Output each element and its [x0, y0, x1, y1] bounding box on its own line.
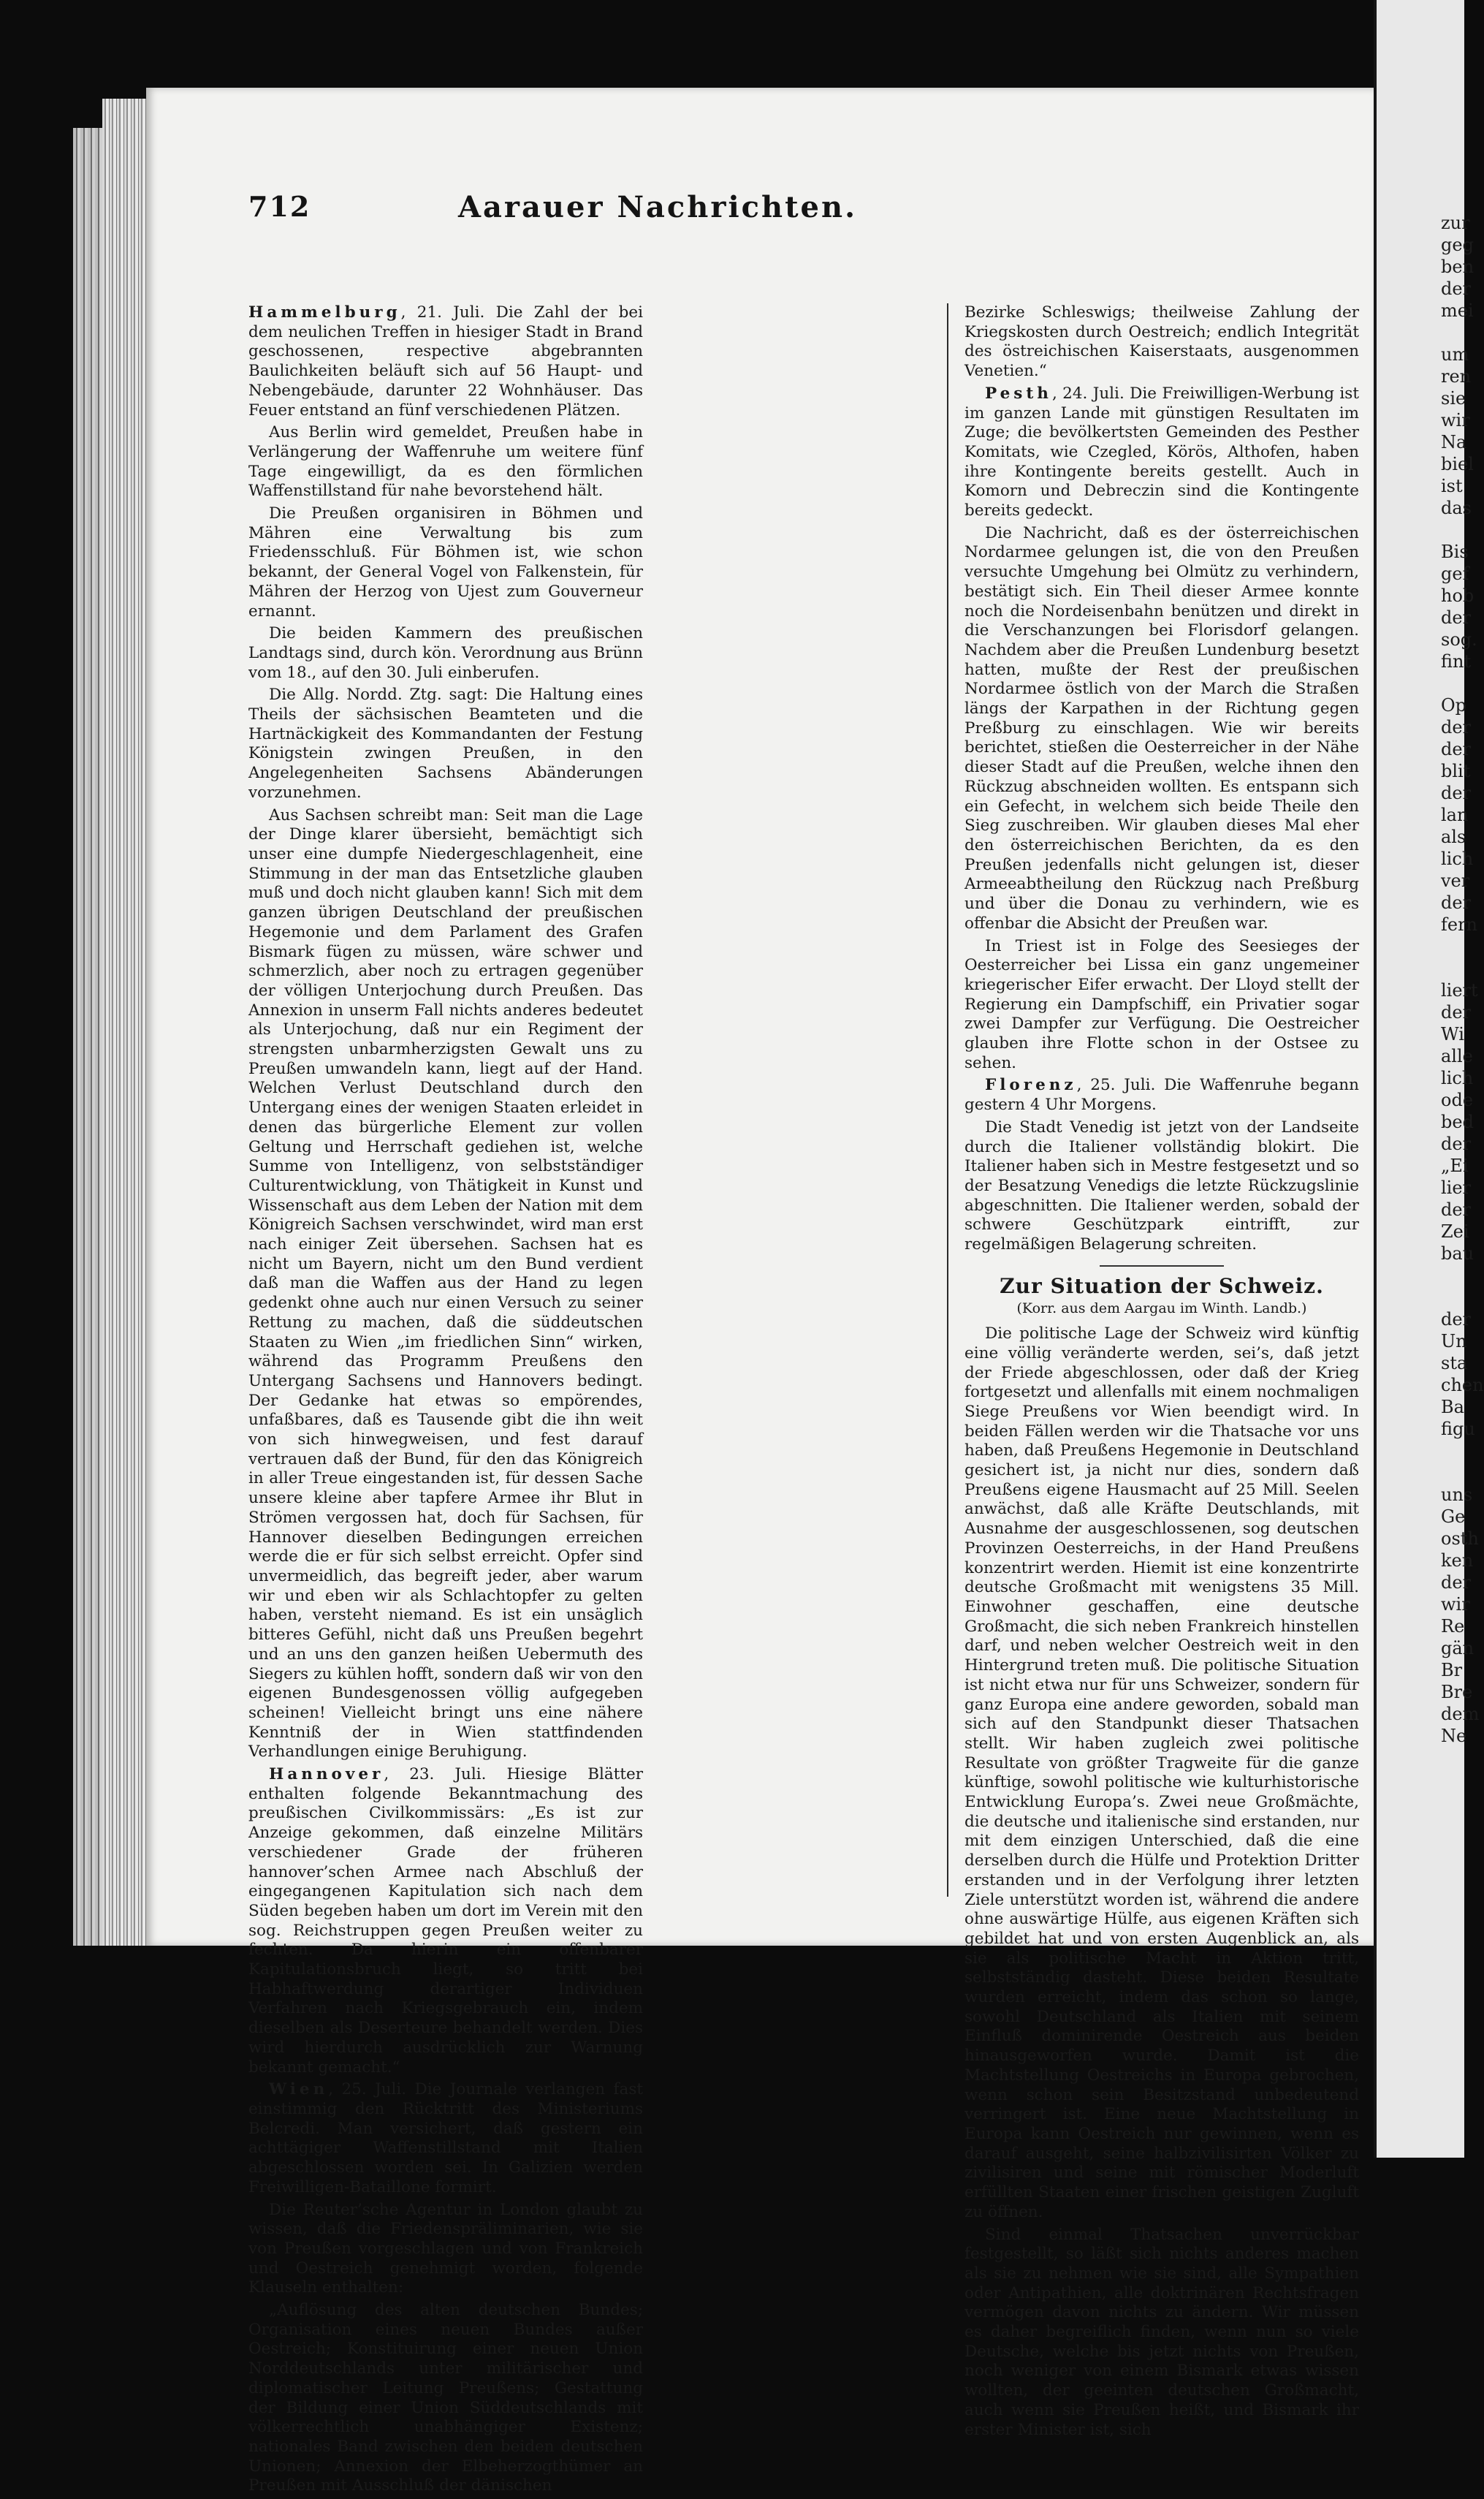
adjacent-page-fragment	[1374, 0, 1484, 2158]
adjacent-page-word: der	[1441, 783, 1472, 803]
adjacent-page-word: bed	[1441, 1112, 1474, 1132]
adjacent-page-word: „Ei	[1441, 1156, 1469, 1176]
adjacent-page-word: gef	[1441, 564, 1469, 584]
adjacent-page-word: figu	[1441, 1419, 1475, 1439]
adjacent-page-word: lich	[1441, 1068, 1474, 1088]
news-item: Die Stadt Venedig ist jetzt von der Landseite durch die Italiener vollständig blokirt. Die Italiener haben sich in Mestre festgesetzt und so der Besatzung Venedigs die letzte Rückzugslinie abgeschnitten. Die Italiener werden, sobald der schwere Geschützpark eintrifft, zur regelmäßigen Belagerung schreiten.	[964, 1118, 1359, 1254]
adjacent-page-word: der	[1441, 717, 1472, 737]
adjacent-page-word: Un	[1441, 1331, 1467, 1351]
adjacent-page-word: osth	[1441, 1528, 1479, 1549]
adjacent-page-word: Zei	[1441, 1221, 1469, 1242]
article-source: (Korr. aus dem Aargau im Winth. Landb.)	[1016, 1300, 1307, 1317]
adjacent-page-word: wir	[1441, 1594, 1470, 1615]
adjacent-page-word: bau	[1441, 1243, 1475, 1264]
adjacent-page-word: der	[1441, 892, 1472, 913]
page-number: 712	[248, 190, 311, 223]
adjacent-page-word: uns	[1441, 1484, 1473, 1505]
adjacent-page-word: biel	[1441, 454, 1474, 474]
adjacent-page-word: sta	[1441, 1353, 1468, 1373]
news-item: Aus Sachsen schreibt man: Seit man die Lage der Dinge klarer übersieht, bemächtigt sich unser eine dumpfe Niedergeschlagenheit, eine Stimmung in der man das Entsetzliche glauben muß und doch nicht glauben kann! Sich mit dem ganzen übrigen Deutschland der preußischen Hegemonie und dem Parlament des Grafen Bismark fügen zu müssen, wäre schwer und schmerzlich, aber noch zu ertragen gegenüber der völligen Unterjochung durch Preußen. Das Annexion in unserm Fall nichts anderes bedeutet als Unterjochung, daß nur ein Regiment der strengsten unbarmherzigsten Gewalt uns zu Preußen umwandeln kann, liegt auf der Hand. Welchen Verlust Deutschland durch den Untergang eines der wenigen Staaten erleidet in denen das bürgerliche Element zur vollen Geltung und Herrschaft gediehen ist, welche Summe von Intelligenz, von selbstständiger Culturentwicklung, von Thätigkeit in Kunst und Wissenschaft aus dem Leben der Nation mit dem Königreich Sachsen verschwindet, wird man erst nach einiger Zeit übersehen. Sachsen hat es nicht um Bayern, nicht um den Bund verdient daß man die Waffen aus der Hand zu legen gedenkt ohne auch nur einen Versuch zu seiner Rettung zu machen, daß die süddeutschen Staaten zu Wien „im friedlichen Sinn“ wirken, während das Programm Preußens den Untergang Sachsens und Hannovers bedingt. Der Gedanke hat etwas so empörendes, unfaßbares, daß es Tausende gibt die ihn weit von sich hinwegweisen, und fest darauf vertrauen daß der Bund, für den das Königreich in aller Treue eingestanden ist, für dessen Sache unsere kleine aber tapfere Armee ihr Blut in Strömen vergossen hat, doch für Sachsen, für Hannover dieselben Bedingungen erreichen werde die er für sich selbst erreicht. Opfer sind unvermeidlich, das begreift jeder, aber warum wir und eben wir als Schlachtopfer zu gelten haben, versteht niemand. Es ist ein unsäglich bitteres Gefühl, nicht daß uns Preußen begehrt und an uns den ganzen heißen Uebermuth des Siegers zu kühlen hofft, sondern daß wir von den eigenen Bundesgenossen völlig aufgegeben scheinen! Vielleicht bringt uns eine nähere Kenntniß der in Wien stattfindenden Verhandlungen einige Beruhigung.	[248, 805, 643, 1762]
adjacent-page-word: ren	[1441, 366, 1472, 387]
adjacent-page-word	[1377, 936, 1464, 957]
newspaper-page	[146, 88, 1374, 2495]
adjacent-page-word: sie	[1441, 388, 1466, 409]
adjacent-page-word: ode	[1441, 1090, 1474, 1110]
adjacent-page-word: der	[1441, 739, 1472, 759]
adjacent-page-word	[1377, 1286, 1464, 1308]
article-paragraph: Die politische Lage der Schweiz wird künftig eine völlig veränderte werden, sei’s, daß jetzt der Friede abgeschlossen, oder daß der Krieg fortgesetzt und allenfalls mit einem nochmaligen Siege Preußens vor Wien beendigt wird. In beiden Fällen werden wir die Thatsache vor uns haben, daß Preußens Hegemonie in Deutschland gesichert ist, ja nicht nur dies, sondern daß Preußens eigene Hausmacht auf 25 Mill. Seelen anwächst, daß alle Kräfte Deutschlands, mit Ausnahme der ausgeschlossenen, sog deutschen Provinzen Oesterreichs, in der Hand Preußens konzentrirt werden. Hiemit ist eine konzentrirte deutsche Großmacht mit wenigstens 35 Mill. Einwohner geschaffen, eine deutsche Großmacht, die sich neben Frankreich hinstellen darf, und neben welcher Oestreich weit in den Hintergrund treten muß. Die politische Situation ist nicht etwa nur für uns Schweizer, sondern für ganz Europa eine andere geworden, sobald man sich auf den Standpunkt dieser Thatsachen stellt. Wir haben zugleich zwei politische Resultate von größter Tragweite für die ganze künftige, sowohl politische wie kulturhistorische Entwicklung Europa’s. Zwei neue Großmächte, die deutsche und italienische sind erstanden, nur mit dem einzigen Unterschied, daß die eine derselben durch die Hülfe und Protektion Dritter erstanden und in der Verfolgung ihrer letzten Ziele unterstützt worden ist, während die andere ohne auswärtige Hülfe, aus eigenen Kräften sich gebildet hat und von ersten Augenblick an, als sie als politische Macht in Aktion tritt, selbstständig dasteht. Diese beiden Resultate wurden erreicht, indem das schon so lange, sowohl Deutschland als Italien mit seinem Einfluß dominirende Oestreich aus beiden hinausgeworfen wurde. Damit ist die Machtstellung Oestreichs in Europa gebrochen, wenn schon sein Besitzstand unbedeutend verringert ist. Eine neue Machtstellung in Europa kann Oestreich nur gewinnen, wenn es darauf ausgeht, seine halbzivilisirten Völker zu zivilisiren und seine mit römischer Moderluft erfüllten Staaten einer frischen geistigen Zugluft zu öffnen.	[964, 1324, 1359, 2221]
adjacent-page-word: der	[1441, 278, 1472, 299]
adjacent-page-word: Op	[1441, 695, 1467, 716]
adjacent-page-word: liert	[1441, 980, 1478, 1001]
page-stack-shadow	[73, 128, 106, 1946]
page-header	[248, 190, 1067, 234]
dateline: Hannover	[269, 1765, 384, 1784]
adjacent-page-word: mei	[1441, 300, 1474, 321]
adjacent-page-word: Na	[1441, 432, 1467, 452]
adjacent-page-word: hob	[1441, 585, 1475, 606]
adjacent-page-word: ken	[1441, 1550, 1474, 1571]
adjacent-page-word	[1377, 672, 1464, 694]
news-item	[964, 384, 1359, 521]
adjacent-page-word: ist	[1441, 476, 1463, 496]
adjacent-page-word: der	[1441, 1134, 1472, 1154]
news-text: , 25. Juli. Die Waffenruhe begann gestern 4 Uhr Morgens.	[964, 1076, 1359, 1115]
news-item: In Triest ist in Folge des Seesieges der Oesterreicher bei Lissa ein ganz ungemeiner kriegerischer Eifer erwacht. Der Lloyd stellt der Regierung ein Dampfschiff, ein Privatier sogar zwei Dampfer zur Verfügung. Die Oestreicher glauben ihre Flotte schon in der Ostsee zu sehen.	[964, 936, 1359, 1072]
adjacent-page-word	[1377, 1462, 1464, 1484]
news-item: Die Reuter’sche Agentur in London glaubt zu wissen, daß die Friedenspräliminarien, wie sie von Preußen vorgeschlagen und von Frankreich und Oestreich genehmigt worden, folgende Klauseln enthalten:	[248, 2200, 643, 2297]
adjacent-page-word: blit	[1441, 761, 1471, 781]
adjacent-page-word: Ne	[1441, 1726, 1467, 1746]
news-text: , 21. Juli. Die Zahl der bei dem neulichen Treffen in hiesiger Stadt in Brand geschossenen, respective abgebrannten Baulichkeiten beläuft sich auf 56 Haupt- und Nebengebäude, darunter 22 Wohnhäuser. Das Feuer entstand an fünf verschiedenen Plätzen.	[248, 303, 643, 420]
news-item	[964, 1076, 1359, 1115]
adjacent-page-word: alle	[1441, 1046, 1473, 1066]
article-paragraph: Sind einmal Thatsachen unverrückbar festgestellt, so läßt sich nichts anderes machen als sie zu nehmen wie sie sind, alle Sympathien oder Antipathien, alle doktrinären Rechtsfragen vermögen davon nichts zu ändern. Wir müssen es daher begreiflich finden, wenn nun so viele Deutsche, welche bis jetzt nichts von Preußen, noch weniger von einem Bismark etwas wissen wollten, der geeinten deutschen Großmacht, auch wenn sie Preußen heißt, und Bismark ihr erster Minister ist, sich	[964, 2225, 1359, 2439]
dateline: Florenz	[985, 1076, 1077, 1095]
adjacent-page-word: lan	[1441, 805, 1469, 825]
adjacent-page-word: gän	[1441, 1638, 1475, 1658]
dateline: Hammelburg	[248, 303, 401, 322]
news-item	[248, 303, 643, 420]
adjacent-page-word: ver	[1441, 871, 1470, 891]
news-item: Die Nachricht, daß es der österreichischen Nordarmee gelungen ist, die von den Preußen versuchte Umgehung bei Olmütz zu verhindern, bestätigt sich. Ein Theil dieser Armee konnte noch die Nordeisenbahn benützen und direkt in die Verschanzungen bei Florisdorf gelangen. Nachdem aber die Preußen Lundenburg besetzt hatten, mußte der Rest der preußischen Nordarmee östlich von der March die Straßen längs der Karpathen in der Richtung gegen Preßburg zu einschlagen. Wie wir bereits berichtet, stießen die Oesterreicher in der Nähe dieser Stadt auf die Preußen, welche ihnen den Rückzug abschneiden wollten. Es entspann sich ein Gefecht, in welchem sich beide Theile den Sieg zuschreiben. Wir glauben dieses Mal eher den österreichischen Berichten, da es den Preußen jedenfalls nicht gelungen ist, dieser Armeeabtheilung den Rückzug nach Preßburg und über die Donau zu verhindern, wie es offenbar die Absicht der Preußen war.	[964, 523, 1359, 933]
adjacent-page-word: Re	[1441, 1616, 1465, 1637]
article-title: Zur Situation der Schweiz.	[1000, 1273, 1324, 1298]
news-item	[248, 1765, 643, 2077]
news-item	[248, 2080, 643, 2197]
news-item: Die Preußen organisiren in Böhmen und Mähren eine Verwaltung bis zum Friedensschluß. Für Böhmen ist, wie schon bekannt, der General Vogel von Falkenstein, für Mähren der Herzog von Ujest zum Gouverneur ernannt.	[248, 504, 643, 621]
adjacent-page-word: lier	[1441, 1178, 1472, 1198]
adjacent-page-word: zur	[1441, 213, 1470, 233]
adjacent-page-word: Wi	[1441, 1024, 1464, 1044]
adjacent-page-word: lich	[1441, 849, 1474, 869]
adjacent-page-word: Br	[1441, 1660, 1463, 1680]
adjacent-page-word: der	[1441, 1002, 1472, 1023]
adjacent-page-word: der	[1441, 1199, 1472, 1220]
adjacent-page-word	[1377, 322, 1464, 344]
news-text: , 24. Juli. Die Freiwilligen-Werbung ist im ganzen Lande mit günstigen Resultaten im Zuge; die bevölkertsten Gemeinden des Pesther Komitats, wie Czegled, Körös, Althofen, haben ihre Kontingente bereits gestellt. Auch in Komorn und Debreczin sind die Kontingente bereits gedeckt.	[964, 384, 1359, 520]
adjacent-page-word	[1377, 519, 1464, 541]
left-column	[248, 303, 643, 2499]
adjacent-page-word	[1377, 1264, 1464, 1286]
adjacent-page-word: fint	[1441, 651, 1472, 672]
adjacent-page-word: fern	[1441, 914, 1478, 935]
adjacent-page-word: Bis	[1441, 542, 1469, 562]
adjacent-page-word: als	[1441, 827, 1466, 847]
news-text: , 23. Juli. Hiesige Blätter enthalten folgende Bekanntmachung des preußischen Civilkommissärs: „Es ist zur Anzeige gekommen, daß einzelne Militärs verschiedener Grade der früheren hannover’schen Armee nach Abschluß der eingegangenen Kapitulation sich nach dem Süden begeben haben um dort im Verein mit den sog. Reichstruppen gegen Preußen weiter zu fechten. Da hierin ein offenbarer Kapitulationsbruch liegt, so tritt bei Habhaftwerdung derartiger Individuen Verfahren nach Kriegsgebrauch ein, indem dieselben als Deserteure behandelt werden. Dies wird hierdurch ausdrücklich zur Warnung bekannt gemacht.“	[248, 1765, 643, 2077]
page-stack-edges	[102, 99, 146, 1946]
adjacent-page-word: um	[1441, 344, 1469, 365]
adjacent-page-word: das	[1441, 498, 1472, 518]
news-item: Die Allg. Nordd. Ztg. sagt: Die Haltung eines Theils der sächsischen Beamteten und die Hartnäckigkeit des Kommandanten der Festung Königstein zwingen Preußen, in den Angelegenheiten Sachsens Abänderungen vorzunehmen.	[248, 686, 643, 802]
masthead-title: Aarauer Nachrichten.	[457, 190, 858, 224]
adjacent-page-word: Ge	[1441, 1506, 1466, 1527]
adjacent-page-word: der	[1441, 607, 1472, 628]
news-item: Bezirke Schleswigs; theilweise Zahlung der Kriegskosten durch Oestreich; endlich Integrität des östreichischen Kaiserstaats, ausgenommen Venetien.“	[964, 303, 1359, 381]
column-rule	[947, 303, 948, 1897]
adjacent-page-word: sog.	[1441, 629, 1477, 650]
adjacent-page-word: wir	[1441, 410, 1470, 431]
adjacent-page-word: Ba	[1441, 1397, 1464, 1417]
dateline: Pesth	[985, 384, 1052, 403]
adjacent-page-word	[1377, 957, 1464, 979]
adjacent-page-word	[1377, 1440, 1464, 1462]
adjacent-page-word: dem	[1441, 1704, 1480, 1724]
adjacent-page-word: chen	[1441, 1375, 1484, 1395]
news-item: Aus Berlin wird gemeldet, Preußen habe in Verlängerung der Waffenruhe um weitere fünf Tage eingewilligt, da es den förmlichen Waffenstillstand für nahe bevorstehend hält.	[248, 423, 643, 501]
adjacent-page-word: Bre	[1441, 1682, 1473, 1702]
adjacent-page-word: der	[1441, 1572, 1472, 1593]
news-item: „Auflösung des alten deutschen Bundes; Organisation eines neuen Bundes außer Oestreich; Konstituirung einer neuen Union Norddeutschlands unter militärischer und diplomatischer Leitung Preußens; Gestattung der Bildung einer Union Süddeutschlands mit völkerrechtlich unabhängiger Existenz; nationales Band zwischen den beiden deutschen Unionen; Annexion der Elbeherzogthümer an Preußen mit Ausschluß der dänischen	[248, 2301, 643, 2495]
dateline: Wien	[269, 2080, 329, 2099]
adjacent-page-word: der	[1441, 1309, 1472, 1330]
news-text: , 25. Juli. Die Journale verlangen fast einstimmig den Rücktritt des Ministeriums Belcredi. Man versichert, daß gestern ein achttägiger Waffenstillstand mit Italien abgeschlossen worden sei. In Galizien werden Freiwilligen-Bataillone formirt.	[248, 2080, 643, 2196]
right-column	[964, 303, 1359, 2443]
news-item: Die beiden Kammern des preußischen Landtags sind, durch kön. Verordnung aus Brünn vom 18., auf den 30. Juli einberufen.	[248, 624, 643, 682]
adjacent-page-word: ben	[1441, 257, 1475, 277]
adjacent-page-word: geg	[1441, 235, 1474, 255]
section-divider	[1100, 1265, 1224, 1267]
